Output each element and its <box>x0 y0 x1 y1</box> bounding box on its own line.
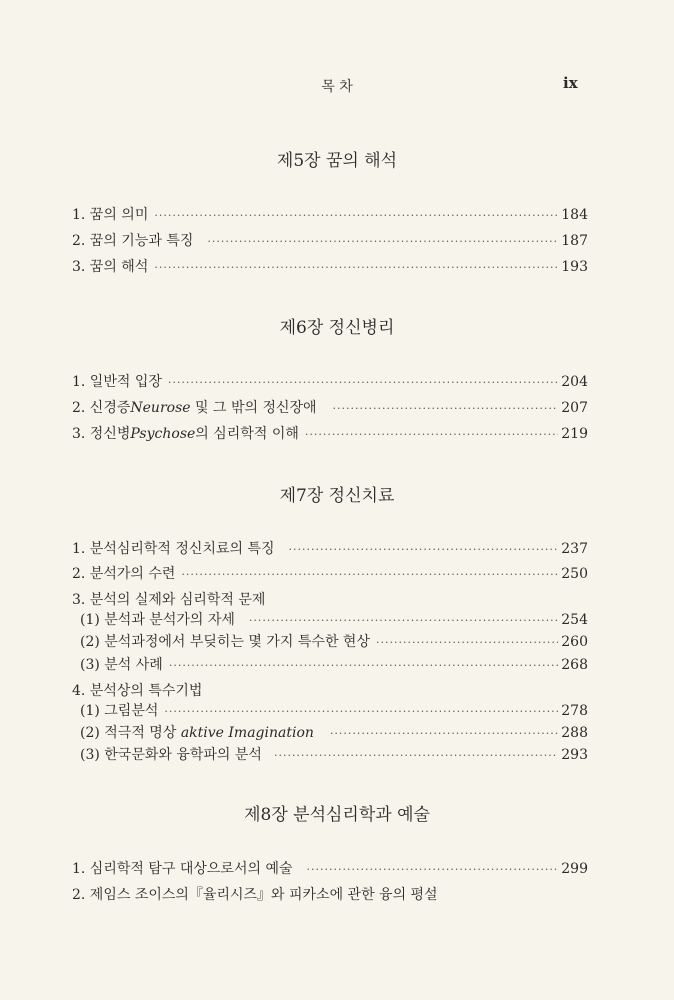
toc-entry-label: (1) 분석과 분석가의 자세 <box>80 612 235 628</box>
toc-entry[interactable] <box>72 563 588 585</box>
toc-entry-page: 299 <box>561 861 588 877</box>
toc-entry-label: (1) 그림분석 <box>80 703 159 719</box>
toc-entry-label: (2) 분석과정에서 부딪히는 몇 가지 특수한 현상 <box>80 634 370 650</box>
dot-leader <box>164 705 558 718</box>
toc-entry-label: (3) 한국문화와 융학파의 분석 <box>80 747 262 763</box>
running-header-title: 목 차 <box>321 79 353 95</box>
dot-leader <box>154 261 558 274</box>
toc-subentry[interactable] <box>80 654 588 676</box>
toc-entry-page: 254 <box>561 612 588 628</box>
dot-leader <box>333 402 559 415</box>
toc-entry-page: 237 <box>561 541 588 557</box>
toc-subentry[interactable] <box>80 744 588 766</box>
toc-section-heading[interactable]: 3. 분석의 실제와 심리학적 문제 <box>72 592 266 608</box>
toc-entry-page: 207 <box>561 400 588 416</box>
toc-subentry[interactable] <box>80 631 588 653</box>
dot-leader <box>168 376 558 389</box>
dot-leader <box>376 636 558 649</box>
running-header-page-number: ix <box>563 74 578 92</box>
toc-entry-page: 184 <box>561 207 588 223</box>
toc-subentry[interactable] <box>80 700 588 722</box>
dot-leader <box>289 543 559 556</box>
toc-entry-page: 204 <box>561 374 588 390</box>
toc-entry-page: 250 <box>561 566 588 582</box>
toc-entry-label: 1. 심리학적 탐구 대상으로서의 예술 <box>72 861 293 877</box>
dot-leader <box>305 428 558 441</box>
toc-entry[interactable] <box>72 204 588 226</box>
toc-entry-label: 2. 신경증Neurose 및 그 밖의 정신장애 <box>72 400 317 416</box>
chapter-heading-7: 제7장 정신치료 <box>279 486 395 506</box>
toc-entry[interactable] <box>72 230 588 252</box>
toc-entry[interactable] <box>72 538 588 560</box>
dot-leader <box>207 235 558 248</box>
toc-entry-label: 3. 꿈의 해석 <box>72 259 149 275</box>
dot-leader <box>249 614 558 627</box>
toc-entry[interactable] <box>72 256 588 278</box>
chapter-heading-6: 제6장 정신병리 <box>279 318 395 338</box>
dot-leader <box>274 749 558 762</box>
dot-leader <box>181 568 558 581</box>
toc-entry-page: 219 <box>561 426 588 442</box>
toc-entry-label: 2. 꿈의 기능과 특징 <box>72 233 194 249</box>
toc-entry-page: 278 <box>561 703 588 719</box>
chapter-heading-8: 제8장 분석심리학과 예술 <box>244 805 430 825</box>
toc-subentry[interactable] <box>80 609 588 631</box>
dot-leader <box>154 209 558 222</box>
dot-leader <box>307 863 559 876</box>
toc-entry[interactable]: 2. 제임스 조이스의『율리시즈』와 피카소에 관한 융의 평설 <box>72 887 438 903</box>
toc-entry-page: 187 <box>561 233 588 249</box>
toc-entry-label: 2. 분석가의 수련 <box>72 566 176 582</box>
toc-entry-label: (3) 분석 사례 <box>80 657 163 673</box>
dot-leader <box>169 659 558 672</box>
toc-entry[interactable] <box>72 397 588 419</box>
toc-entry-label: (2) 적극적 명상 aktive Imagination <box>80 725 314 741</box>
foreign-term: aktive Imagination <box>180 725 314 741</box>
toc-entry-page: 193 <box>561 259 588 275</box>
toc-entry-label: 1. 꿈의 의미 <box>72 207 149 223</box>
toc-entry-label: 1. 일반적 입장 <box>72 374 162 390</box>
toc-entry-label: 3. 정신병Psychose의 심리학적 이해 <box>72 426 299 442</box>
toc-entry-page: 268 <box>561 657 588 673</box>
foreign-term: Neurose <box>130 400 191 416</box>
toc-entry[interactable] <box>72 423 588 445</box>
toc-entry[interactable] <box>72 858 588 880</box>
dot-leader <box>330 727 558 740</box>
toc-subentry[interactable] <box>80 722 588 744</box>
toc-entry-page: 260 <box>561 634 588 650</box>
toc-entry-label: 1. 분석심리학적 정신치료의 특징 <box>72 541 275 557</box>
chapter-heading-5: 제5장 꿈의 해석 <box>276 151 398 171</box>
toc-entry-page: 293 <box>561 747 588 763</box>
toc-section-heading[interactable]: 4. 분석상의 특수기법 <box>72 683 203 699</box>
toc-entry-page: 288 <box>561 725 588 741</box>
toc-entry[interactable] <box>72 371 588 393</box>
foreign-term: Psychose <box>130 426 196 442</box>
